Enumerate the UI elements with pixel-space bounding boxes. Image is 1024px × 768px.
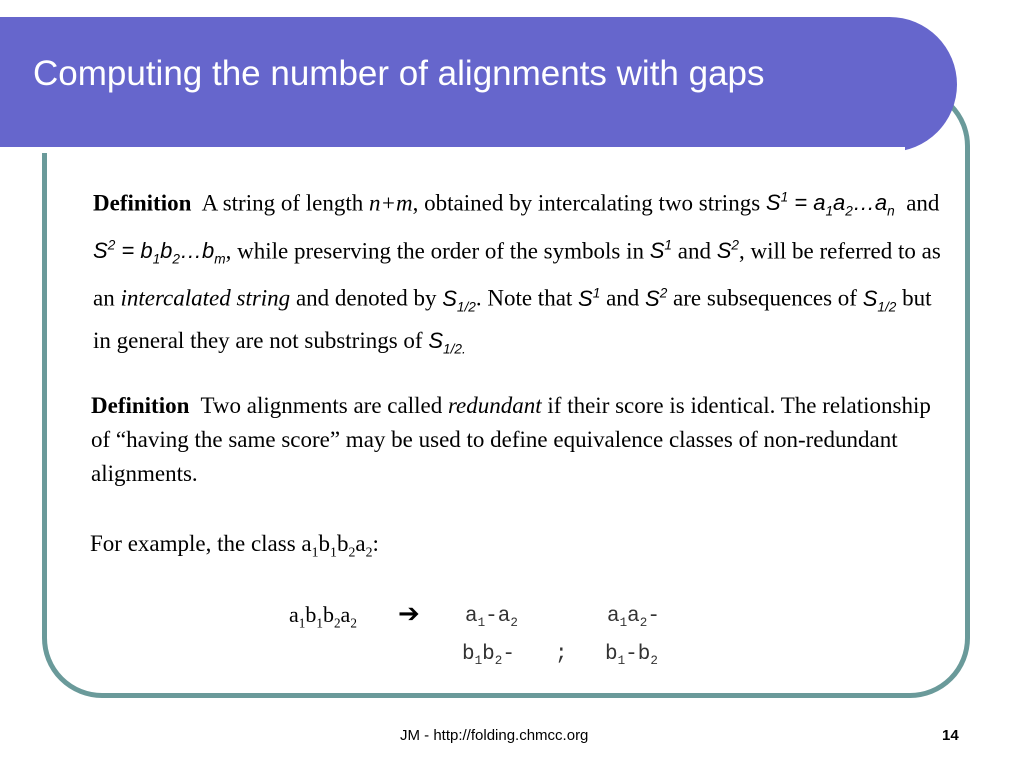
text: and [672, 238, 717, 264]
s2-ref: $S^2$ [645, 285, 668, 311]
text: are subsequences of [667, 285, 863, 311]
text: if their score is identical. The relationship of “having the same score” may be used to define equivalence classes of non-redundant alignments. [91, 393, 931, 486]
s12-ref: $S_{1/2.}$ [428, 328, 466, 357]
alignment-2-bottom: $b_1-b_2$ [605, 643, 658, 669]
s12-ref: $S_{1/2}$ [862, 285, 897, 315]
alignment-1-bottom: $b_1b_2-$ [462, 643, 515, 669]
page-number: 14 [942, 727, 959, 744]
s1-expr: $S^1$ = $a_1a_2\dots a_n$ [765, 190, 895, 219]
text: A string of length [201, 190, 370, 216]
text: and denoted by [290, 285, 443, 311]
s2-ref: $S^2$ [716, 237, 739, 264]
term-intercalated-string: intercalated string [120, 285, 291, 311]
alignment-1-top: $a_1-a_2$ [465, 605, 518, 631]
text: but in general they are not substrings of [93, 285, 932, 354]
right-arrow-icon: ➔ [398, 599, 420, 629]
text: and [600, 285, 646, 311]
definition-redundant [91, 389, 953, 491]
text: Two alignments are called [200, 393, 448, 418]
text: , while preserving the order of the symbols in [225, 238, 650, 264]
text: and [906, 190, 940, 216]
text: , will be referred to as an [93, 238, 941, 311]
definition-label: Definition [91, 393, 190, 418]
example-intro: For example, the class $a_1b_1b_2a_2$: [90, 531, 379, 560]
alignment-2-top: $a_1a_2-$ [607, 605, 660, 631]
s12-ref: $S_{1/2}$ [442, 285, 476, 315]
slide-title: Computing the number of alignments with gaps [33, 54, 765, 93]
s1-ref: $S^1$ [578, 285, 601, 311]
s2-expr: $S^2$ = $b_1b_2\dots b_m$ [93, 237, 226, 267]
term-redundant: redundant [447, 393, 542, 418]
example-class: $a_1b_1b_2a_2$ [289, 602, 357, 631]
separator-semicolon: ; [555, 643, 568, 666]
text: , obtained by intercalating two strings [412, 190, 761, 216]
length-expr: n+m [369, 190, 413, 216]
definition-label: Definition [93, 190, 192, 216]
text: . Note that [475, 285, 579, 311]
title-underline [0, 147, 905, 153]
footer-credit: JM - http://folding.chmcc.org [400, 727, 589, 744]
definition-intercalated-string [93, 181, 943, 367]
s1-ref: $S^1$ [649, 237, 672, 264]
